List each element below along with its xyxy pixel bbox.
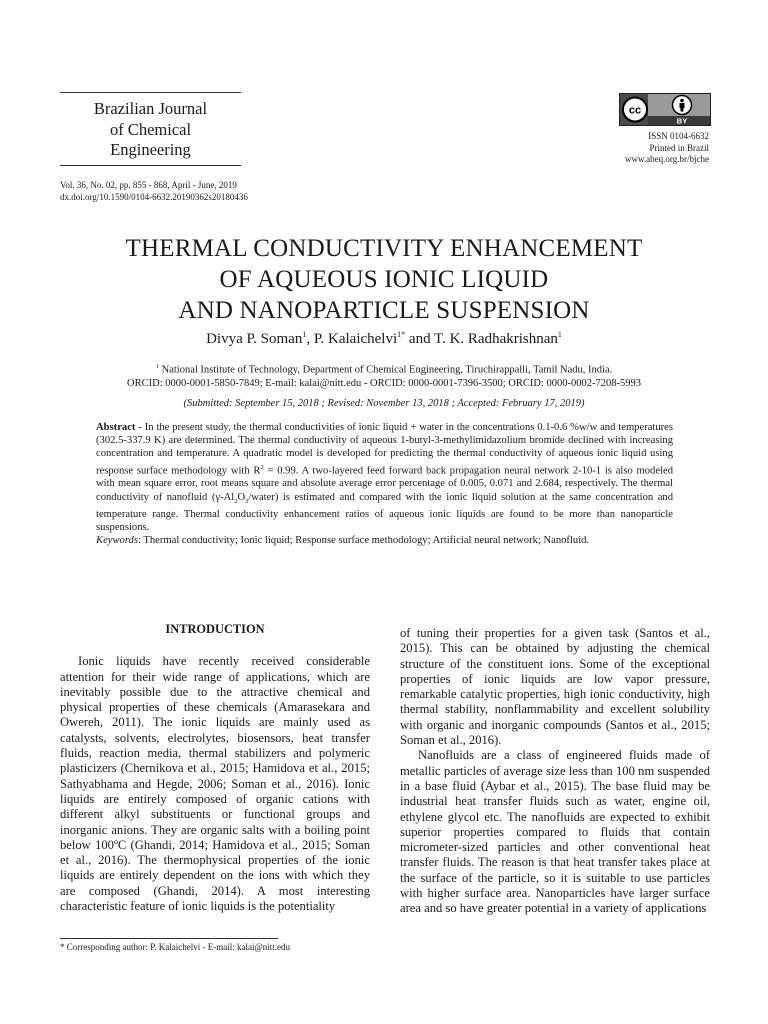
title-line1: THERMAL CONDUCTIVITY ENHANCEMENT [125, 235, 643, 262]
author-1-affil: 1 [302, 330, 307, 339]
abstract-text-4: /water) is estimated and compared with the ionic liquid solution at the same concentration and temperature range. Thermal conductivity enhancement ratios of aqueous ionic liquids are found to be more than nanoparticle suspensions. [96, 491, 673, 534]
author-2: P. Kalaichelvi [313, 331, 398, 347]
journal-name-line1: Brazilian Journal [93, 99, 208, 118]
affiliation-sup: 1 [155, 363, 159, 370]
author-sep-1: , [306, 331, 314, 347]
journal-url[interactable]: www.abeq.org.br/bjche [625, 154, 709, 164]
journal-name-line3: Engineering [110, 140, 191, 159]
abstract-label: Abstract [96, 422, 136, 433]
author-sep-2: and [405, 331, 435, 347]
cc-icon [623, 98, 647, 122]
volume-line: Vol. 36, No. 02, pp. 855 - 868, April - June, 2019 [60, 180, 237, 190]
r2-superscript: 2 [260, 463, 264, 471]
journal-name-box [60, 92, 241, 166]
affiliation-text: National Institute of Technology, Department of Chemical Engineering, Tiruchirappalli, Tamil Nadu, India. [159, 364, 613, 376]
orcid-line: ORCID: 0000-0001-5850-7849; E-mail: kalai@nitt.edu - ORCID: 0000-0001-7396-3500; ORCID: 0000-0002-7208-5993 [127, 378, 641, 389]
author-list [40, 330, 728, 348]
author-1: Divya P. Soman [206, 331, 303, 347]
introduction-heading: INTRODUCTION [165, 622, 265, 636]
o-subscript: 3 [245, 497, 249, 505]
keywords-text: : Thermal conductivity; Ionic liquid; Response surface methodology; Artificial neural network; Nanofluid. [137, 535, 590, 547]
body-column-left [60, 622, 370, 914]
footnote-divider [60, 938, 278, 939]
volume-info [60, 180, 248, 203]
printed-in: Printed in Brazil [649, 142, 709, 153]
keywords-paragraph [96, 534, 673, 547]
author-2-affil: 1* [397, 330, 406, 339]
affiliation-line1 [40, 360, 728, 377]
intro-paragraph-1: Ionic liquids have recently received considerable attention for their wide range of applications, which are inevitably possible due to the attractive chemical and physical properties of these chemicals (Amarasekara and Owereh, 2011). The ionic liquids are mainly used as catalysts, solvents, electrolytes, biosensors, heat transfer fluids, reaction media, thermal stabilizers and polymeric plasticizers (Chernikova et al., 2015; Hamidova et al., 2015; Sathyabhama and Hegde, 2006; Soman et al., 2016). Ionic liquids are entirely composed of organic cations with different alkyl substituents or functional groups and inorganic anions. They are organic salts with a boiling point below 100ºC (Ghandi, 2014; Hamidova et al., 2015; Soman et al., 2016). The thermophysical properties of the ionic liquids are entirely dependent on the ions with which they are composed (Ghandi, 2014). A most interesting characteristic feature of ionic liquids is the potentiality [60, 654, 370, 914]
submission-dates: (Submitted: September 15, 2018 ; Revised: November 13, 2018 ; Accepted: February 17, 2019) [183, 398, 585, 409]
doi-link[interactable]: dx.doi.org/10.1590/0104-6632.20190362s20180436 [60, 191, 248, 202]
by-person-icon [673, 96, 692, 115]
abstract-text-3: O [237, 491, 246, 503]
title-line3: AND NANOPARTICLE SUSPENSION [178, 297, 590, 324]
journal-name-line2: of Chemical [109, 119, 192, 139]
body-column-right [400, 626, 710, 917]
abstract-text-2: = 0.99. A two-layered feed forward back propagation neural network 2-10-1 is also modeled with mean square error, root means square and absolute average error percentage of 0.005, 0.071 and 2.684, respectively. The thermal conductivity of nanofluid (γ-Al [96, 465, 673, 503]
abstract-block [96, 421, 673, 547]
abstract-paragraph [96, 421, 673, 534]
issn-block [560, 131, 709, 166]
keywords-label: Keywords [96, 535, 138, 547]
paper-title [40, 233, 728, 326]
affiliation-block [40, 360, 728, 391]
al-subscript: 2 [234, 497, 238, 505]
intro-paragraph-2: Nanofluids are a class of engineered fluids made of metallic particles of average size less than 100 nm suspended in a base fluid (Aybar et al., 2015). The base fluid may be industrial heat transfer fluids such as water, engine oil, ethylene glycol etc. The nanofluids are expected to exhibit superior properties compared to fluids that contain micrometer-sized particles and other conventional heat transfer fluids. The reason is that heat transfer takes place at the surface of the particle, so it is suitable to use particles with higher surface area. Nanoparticles have larger surface area and so have greater potential in a variety of applications [400, 748, 710, 916]
svg-text:cc: cc [628, 104, 642, 117]
author-3: T. K. Radhakrishnan [434, 331, 558, 347]
intro-paragraph-1-continued: of tuning their properties for a given task (Santos et al., 2015). This can be obtained by adjusting the chemical structure of the constituent ions. Some of the exceptional properties of ionic liquids are low vapor pressure, remarkable catalytic properties, high ionic conductivity, high thermal stability, nonflammability and excellent solubility with organic and inorganic compounds (Santos et al., 2015; Soman et al., 2016). [400, 626, 710, 748]
corresponding-author-footnote: * Corresponding author: P. Kalaichelvi - E-mail: kalai@nitt.edu [60, 942, 290, 952]
author-3-affil: 1 [557, 330, 562, 339]
cc-by-license-badge[interactable] [619, 93, 711, 126]
abstract-text-1: - In the present study, the thermal conductivities of ionic liquid + water in the concentrations 0.1-0.6 %w/w and temperatures (302.5-337.9 K) are determined. The thermal conductivity of aqueous 1-butyl-3-methylimidazolium bromide declined with increasing concentration and temperature. A quadratic model is developed for predicting the thermal conductivity of aqueous ionic liquid using response surface methodology with R [96, 422, 673, 477]
issn-number: ISSN 0104-6632 [648, 131, 709, 141]
by-label: BY [676, 116, 688, 125]
title-line2: OF AQUEOUS IONIC LIQUID [219, 266, 549, 293]
